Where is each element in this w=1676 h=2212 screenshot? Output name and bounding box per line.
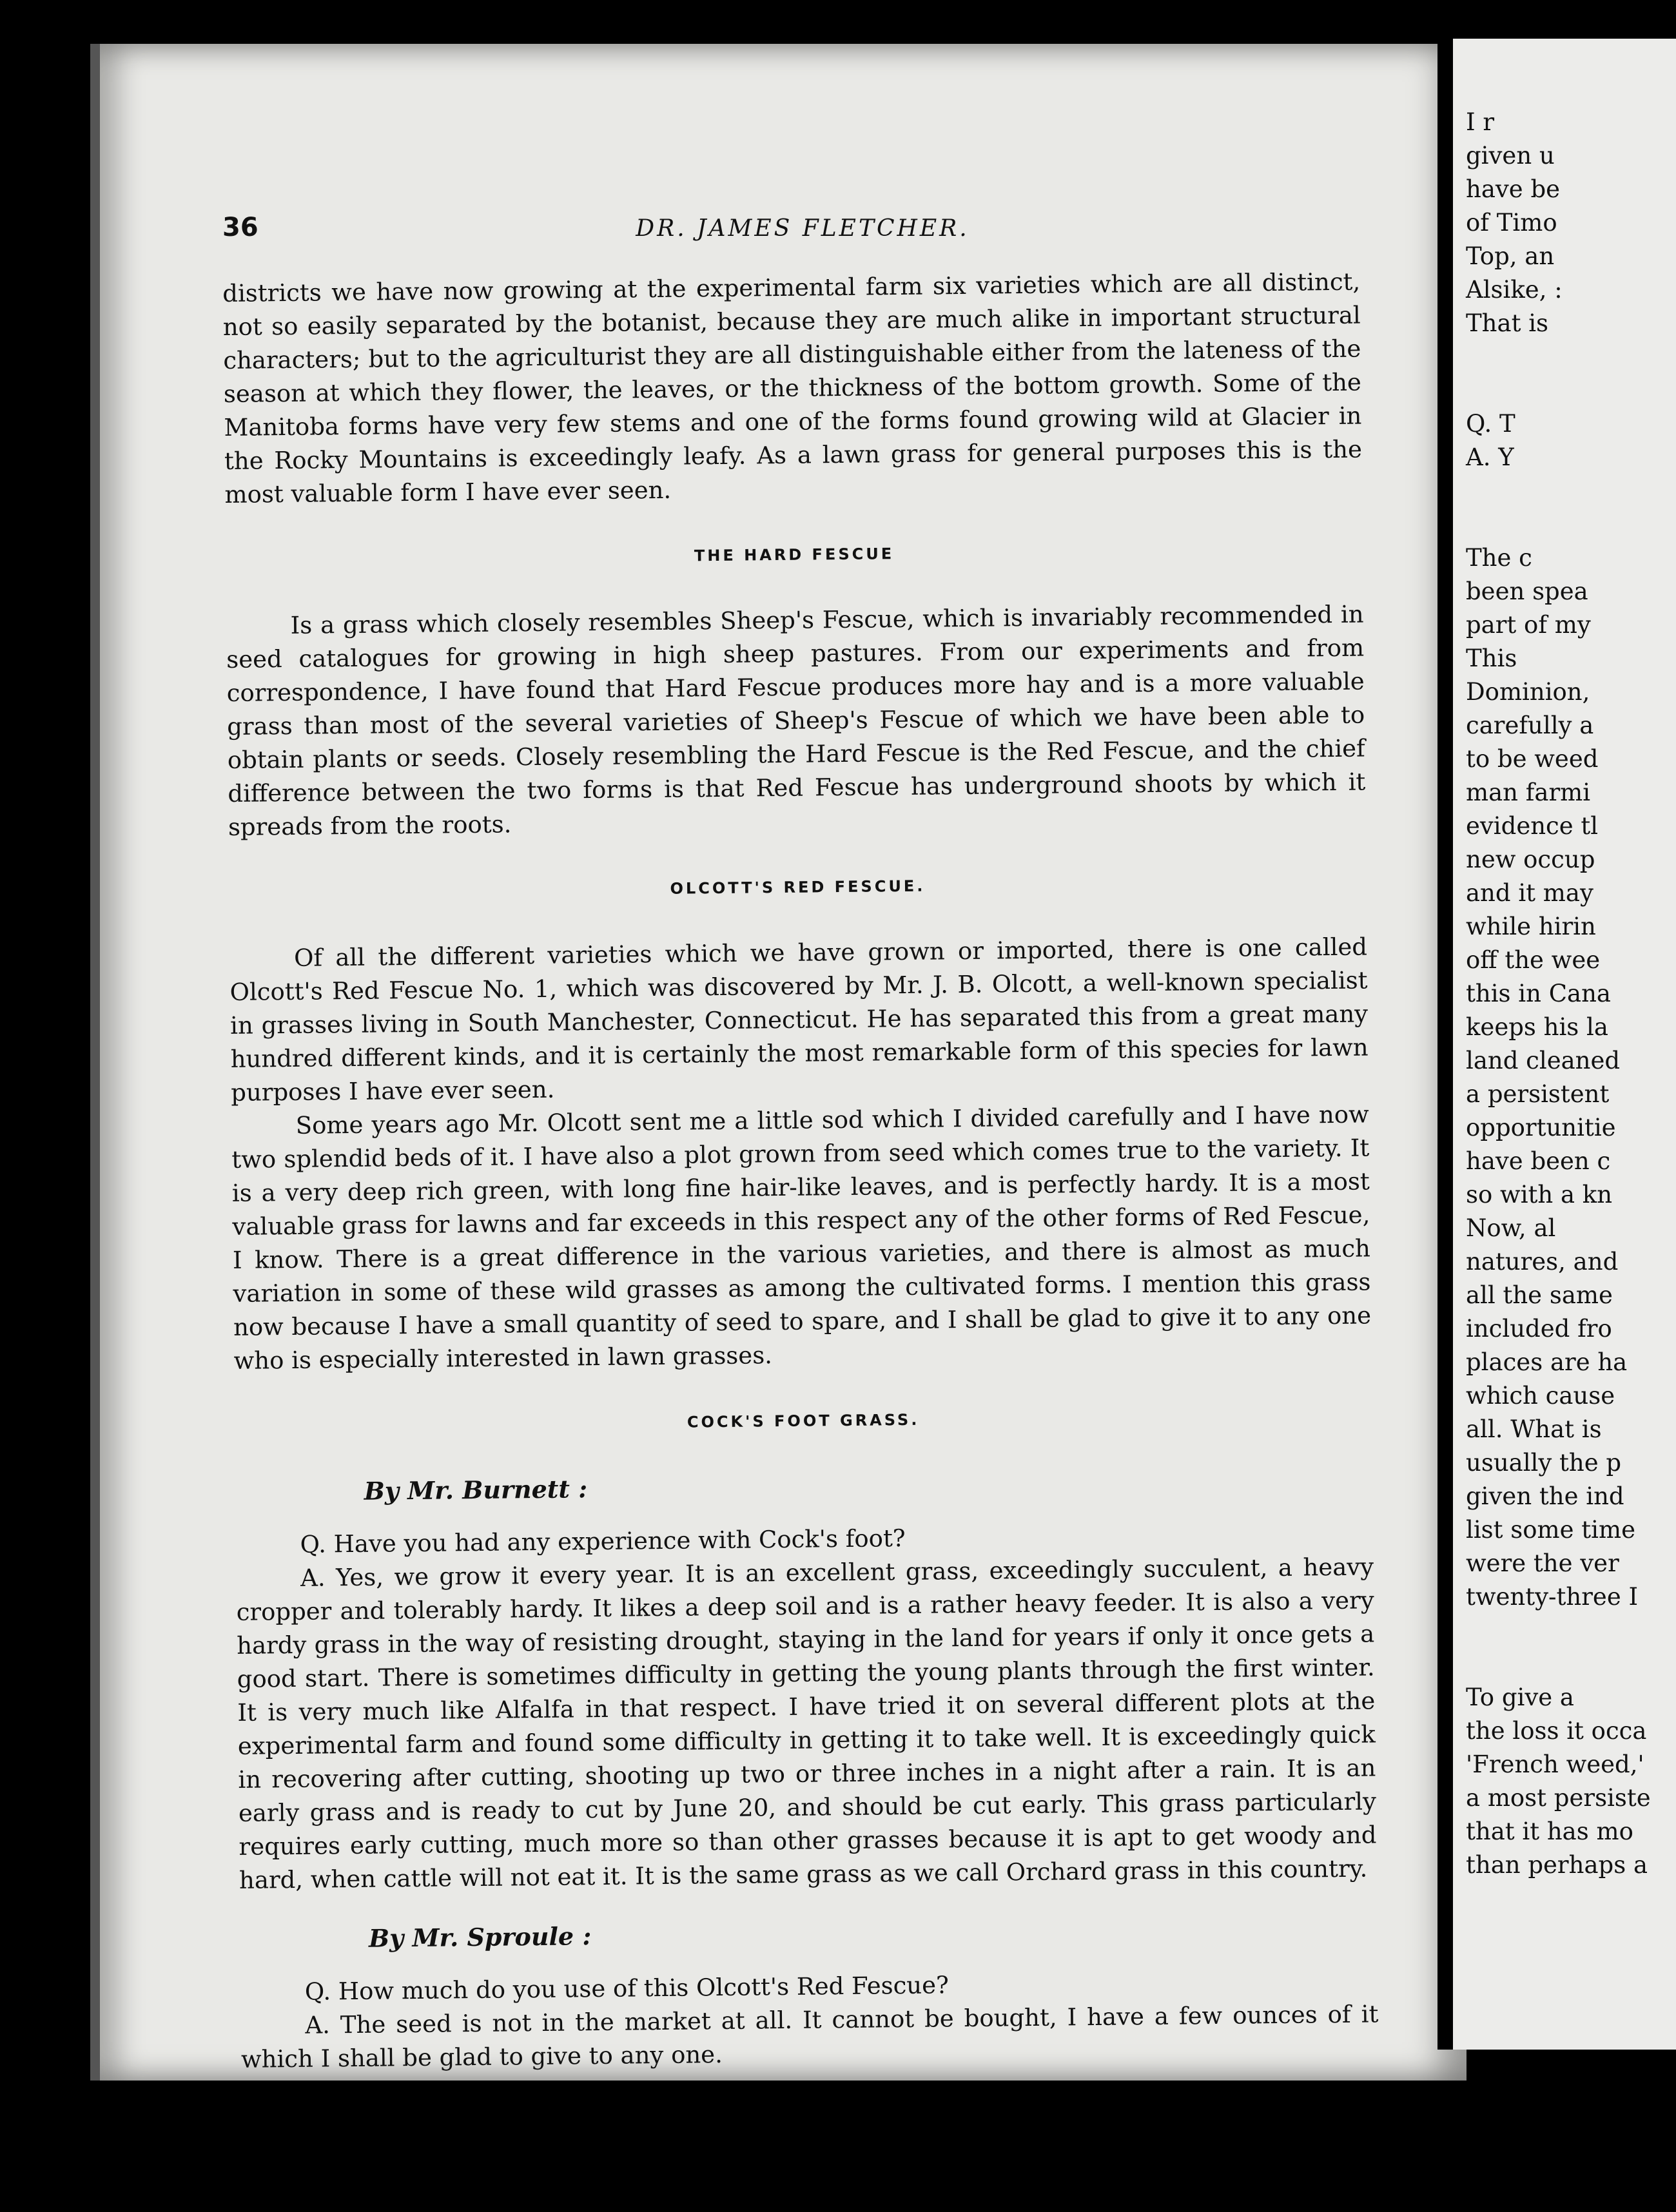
right-page-line: which cause <box>1466 1382 1615 1410</box>
paragraph: districts we have now growing at the experimental farm six varieties which are all distinct, not so easily separated by the botanist, because they are much alike in important structural characters; but to the agriculturist they are all distinguishable either from the lateness of the season at which they flower, the leaves, or the thickness of the bottom growth. Some of the Manitoba forms have very few stems and one of the forms found growing wild at Glacier in the Rocky Mountains is exceedingly leafy. As a lawn grass for general purposes this is the most valuable form I have ever seen. <box>222 267 1363 509</box>
right-page-line: natures, and <box>1466 1248 1619 1276</box>
right-page-line <box>1466 1614 1676 1647</box>
right-page-line: so with a kn <box>1466 1181 1613 1208</box>
section-heading: COCK'S FOOT GRASS. <box>687 1410 920 1431</box>
paragraph: Some years ago Mr. Olcott sent me a little sod which I divided carefully and I have now two splendid beds of it. I have also a plot grown from seed which comes true to the variety. It is a very deep rich green, with long fine hair-like leaves, and is perfectly hardy. It is a most valuable grass for lawns and far exceeds in this respect any of the other forms of Red Fescue, I know. There is a great difference in the various varieties, and there is almost as much variation in some of these wild grasses as among the cultivated forms. I mention this grass now because I have a small quantity of seed to spare, and I shall be glad to give it to any one who is especially interested in lawn grasses. <box>231 1100 1372 1375</box>
paragraph: Q. Have you had any experience with Cock's foot? <box>300 1524 906 1558</box>
right-page-line: Alsike, : <box>1466 276 1563 304</box>
right-page-line <box>1466 72 1676 106</box>
right-page-line: than perhaps a <box>1466 1851 1648 1879</box>
paragraph: A. The seed is not in the market at all. It cannot be bought, I have a few ounces of it which I shall be glad to give to any one. <box>240 2000 1379 2073</box>
right-page-line <box>1466 39 1676 72</box>
right-page-line: That is <box>1466 309 1549 337</box>
right-page-line: Now, al <box>1466 1214 1556 1242</box>
paragraph: Q. How much do you use of this Olcott's Red Fescue? <box>304 1971 950 2006</box>
right-page-line <box>1466 1647 1676 1681</box>
right-page-line: the loss it occa <box>1466 1717 1647 1745</box>
right-page-line: that it has mo <box>1466 1818 1633 1845</box>
right-page-text <box>1466 39 1676 1882</box>
right-page-line: given u <box>1466 142 1555 170</box>
right-page-line: part of my <box>1466 611 1591 639</box>
right-page-line: Top, an <box>1466 242 1555 270</box>
right-page-line: keeps his la <box>1466 1013 1608 1041</box>
right-page-line: places are ha <box>1466 1348 1628 1376</box>
paragraph: A. Yes, we grow it every year. It is an excellent grass, exceedingly succulent, a heavy cropper and tolerably hardy. It likes a deep soil and is a rather heavy feeder. It is also a very hardy grass in the way of resisting drought, staying in the land for years if only it once gets a good start. There is sometimes difficulty in getting the young plants through the first winter. It is very much like Alfalfa in that respect. I have tried it on several different plots at the experimental farm and found some difficulty in getting it to take well. It is exceedingly quick in recovering after cutting, shooting up two or three inches in a night after a rain. It is an early grass and is ready to cut by June 20, and should be cut early. This grass particularly requires early cutting, much more so than other grasses because it is apt to get woody and hard, when cattle will not eat it. It is the same grass as we call Orchard grass in this country. <box>236 1553 1377 1894</box>
right-page-line: given the ind <box>1466 1482 1624 1510</box>
right-page-line: and it may <box>1466 879 1593 907</box>
right-page-line: a persistent <box>1466 1080 1610 1108</box>
right-page-line <box>1466 374 1676 407</box>
right-page-line: To give a <box>1466 1683 1574 1711</box>
right-page-line: of Timo <box>1466 209 1557 237</box>
right-page-line: A. Y <box>1466 443 1514 471</box>
right-page-line: all the same <box>1466 1281 1613 1309</box>
speaker-label: By Mr. Burnett : <box>364 1474 588 1506</box>
right-page-line: have be <box>1466 175 1561 203</box>
right-page-line: The c <box>1466 544 1532 572</box>
right-page-line: twenty-three I <box>1466 1583 1639 1611</box>
right-page-line: this in Cana <box>1466 980 1611 1007</box>
right-page-line: opportunitie <box>1466 1114 1616 1141</box>
right-page-line <box>1466 474 1676 508</box>
section-heading: THE HARD FESCUE <box>694 545 895 565</box>
page-number: 36 <box>222 213 258 242</box>
right-page-line: man farmi <box>1466 779 1591 806</box>
right-page-line: carefully a <box>1466 712 1594 739</box>
section-heading: OLCOTT'S RED FESCUE. <box>670 877 926 898</box>
right-page-line: evidence tl <box>1466 812 1599 840</box>
right-page-line: This <box>1466 645 1517 672</box>
right-page-line: were the ver <box>1466 1549 1619 1577</box>
right-page-line: new occup <box>1466 846 1595 873</box>
right-page-line <box>1466 340 1676 374</box>
paragraph: Of all the different varieties which we have grown or imported, there is one called Olcott's Red Fescue No. 1, which was discovered by Mr. J. B. Olcott, a well-known specialist in grasses living in South Manchester, Connecticut. He has separated this from a great many hundred different kinds, and it is certainly the most remarkable form of this species for lawn purposes I have ever seen. <box>229 933 1369 1107</box>
right-page-line: included fro <box>1466 1315 1612 1343</box>
page-header <box>222 213 1383 251</box>
right-page-line: a most persiste <box>1466 1784 1651 1812</box>
right-page-fragment <box>1437 39 1676 2050</box>
paragraph: Is a grass which closely resembles Sheep's Fescue, which is invariably recommended in seed catalogues for growing in high sheep pastures. From our experiments and from correspondence, I have found that Hard Fescue produces more hay and is a more valuable grass than most of the several varieties of Sheep's Fescue of which we have been able to obtain plants or seeds. Closely resembling the Hard Fescue is the Red Fescue, and the chief difference between the two forms is that Red Fescue has underground shoots by which it spreads from the roots. <box>226 600 1366 841</box>
right-page-line: all. What is <box>1466 1415 1602 1443</box>
right-page-line: Dominion, <box>1466 678 1590 706</box>
right-page-line: have been c <box>1466 1147 1611 1175</box>
right-page-line: I r <box>1466 108 1495 136</box>
right-page-line: while hirin <box>1466 913 1596 940</box>
right-page-line: land cleaned <box>1466 1047 1621 1074</box>
right-page-line: 'French weed,' <box>1466 1751 1644 1778</box>
page-body <box>222 266 1379 2077</box>
right-page-line: to be weed <box>1466 745 1599 773</box>
right-page-line <box>1466 508 1676 541</box>
right-page-line: off the wee <box>1466 946 1601 974</box>
right-page-line: been spea <box>1466 577 1588 605</box>
right-page-line: usually the p <box>1466 1449 1622 1477</box>
right-page-line: list some time <box>1466 1516 1635 1544</box>
right-page-line: Q. T <box>1466 410 1515 438</box>
running-head: DR. JAMES FLETCHER. <box>636 215 970 242</box>
speaker-label: By Mr. Sproule : <box>368 1921 592 1953</box>
